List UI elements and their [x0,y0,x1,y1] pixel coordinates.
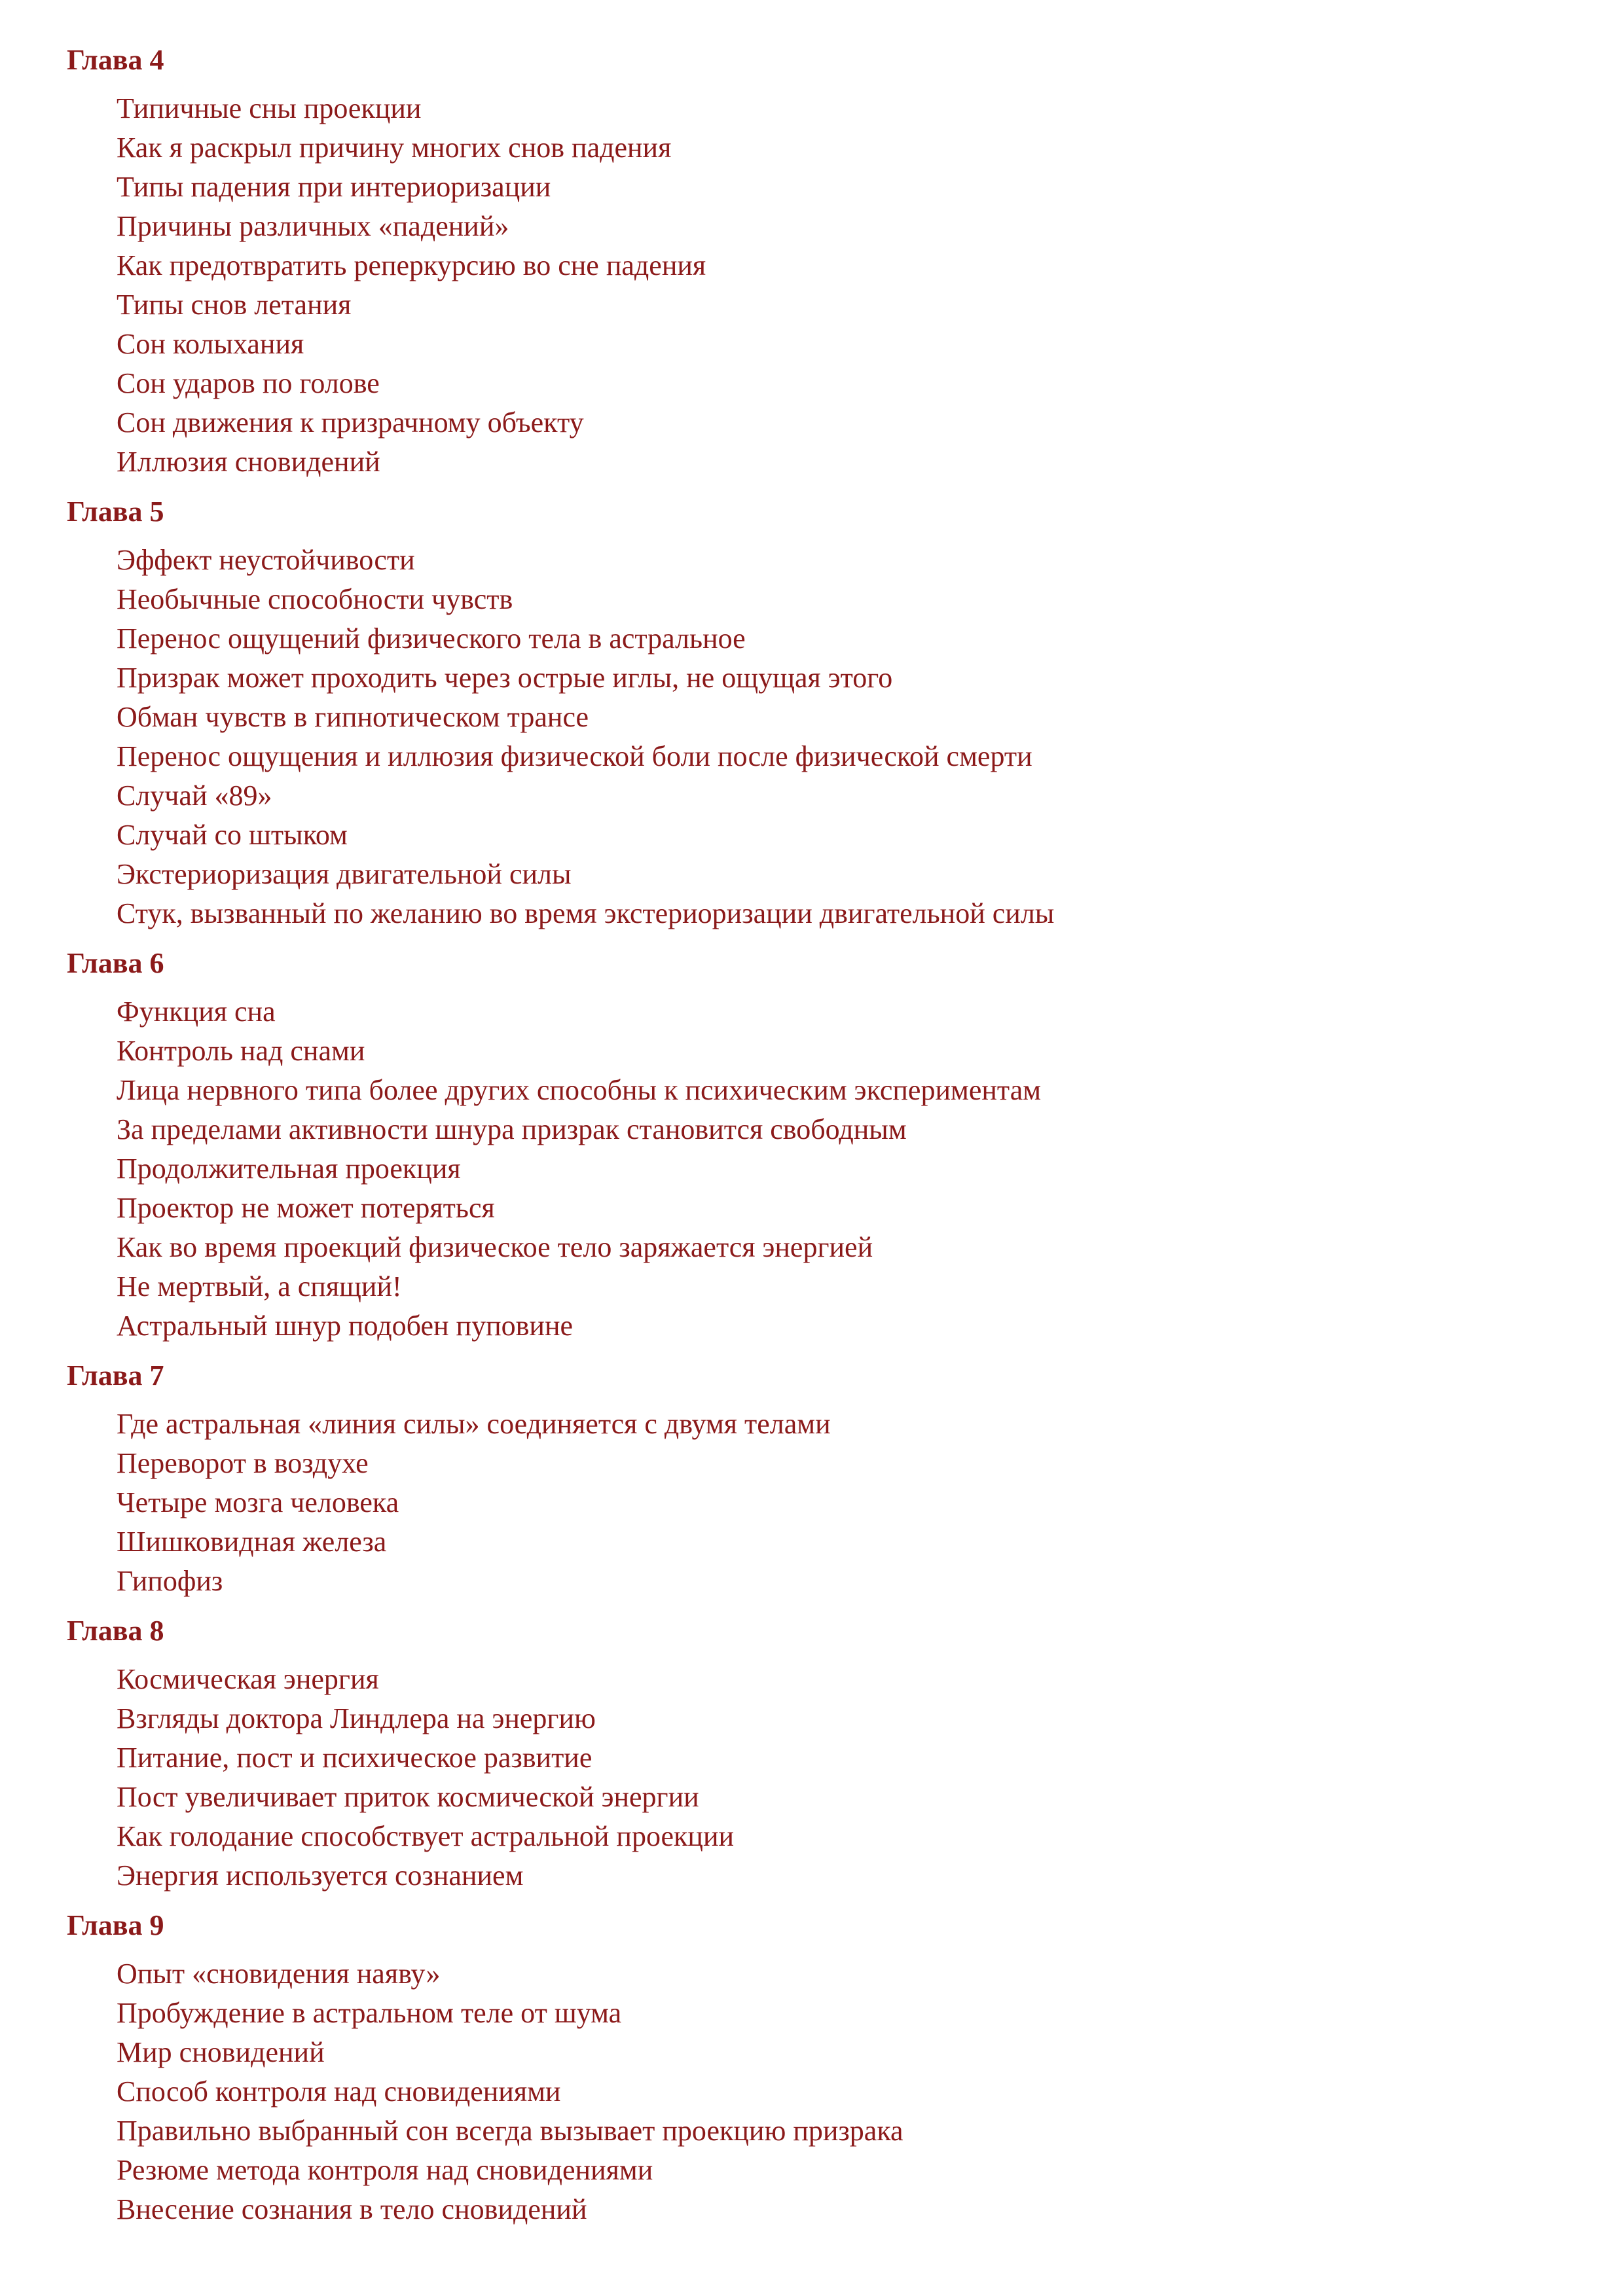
toc-entry: За пределами активности шнура призрак становится свободным [117,1113,907,1145]
toc-entry: Проектор не может потеряться [117,1192,495,1224]
chapter-section [67,492,1573,933]
toc-entry: Продолжительная проекция [117,1153,461,1185]
chapter-title: Глава 6 [67,947,164,979]
toc-entry: Контроль над снами [117,1035,365,1067]
toc-entry: Типичные сны проекции [117,92,422,124]
toc-entry: Внесение сознания в тело сновидений [117,2193,587,2225]
toc-entry: Как голодание способствует астральной проекции [117,1820,735,1852]
toc-entry: Лица нервного типа более других способны к психическим экспериментам [117,1074,1042,1106]
toc-entry: Пробуждение в астральном теле от шума [117,1997,622,2029]
toc-entry: Космическая энергия [117,1663,379,1695]
toc-entry: Переворот в воздухе [117,1447,369,1479]
toc-entry: Шишковидная железа [117,1526,387,1558]
toc-entry: Опыт «сновидения наяву» [117,1958,441,1990]
toc-entry: Питание, пост и психическое развитие [117,1742,593,1774]
toc-entry: Эффект неустойчивости [117,544,415,576]
toc-entry: Экстериоризация двигательной силы [117,858,572,890]
toc-entry: Стук, вызванный по желанию во время экстериоризации двигательной силы [117,897,1055,929]
chapter-section [67,1906,1573,2229]
toc-entry: Энергия используется сознанием [117,1859,524,1892]
toc-entry: Иллюзия сновидений [117,446,380,478]
chapter-title: Глава 4 [67,44,164,76]
toc-entry: Способ контроля над сновидениями [117,2075,561,2108]
chapter-section [67,1611,1573,1895]
toc-entry: Пост увеличивает приток космической энергии [117,1781,699,1813]
toc-entry: Четыре мозга человека [117,1486,399,1518]
toc-entry: Перенос ощущения и иллюзия физической боли после физической смерти [117,740,1032,772]
toc-entry: Типы снов летания [117,289,352,321]
chapter-title: Глава 7 [67,1359,164,1391]
toc-entry: Случай со штыком [117,819,348,851]
toc-entry: Не мертвый, а спящий! [117,1270,402,1302]
toc-entry: Гипофиз [117,1565,223,1597]
chapter-title: Глава 5 [67,495,164,528]
chapter-section [67,41,1573,482]
toc-entry: Мир сновидений [117,2036,325,2068]
chapter-section [67,1356,1573,1601]
toc-entry: Случай «89» [117,780,272,812]
table-of-contents [67,41,1573,2229]
toc-entry: Сон колыхания [117,328,304,360]
chapter-section [67,944,1573,1346]
toc-entry: Сон движения к призрачному объекту [117,406,584,439]
toc-entry: Как я раскрыл причину многих снов падения [117,132,672,164]
toc-entry: Типы падения при интериоризации [117,171,551,203]
toc-entry: Сон ударов по голове [117,367,380,399]
toc-entry: Правильно выбранный сон всегда вызывает проекцию призрака [117,2115,903,2147]
toc-entry: Перенос ощущений физического тела в астральное [117,622,746,655]
chapter-title: Глава 8 [67,1615,164,1647]
toc-entry: Как предотвратить реперкурсию во сне падения [117,249,706,281]
toc-entry: Взгляды доктора Линдлера на энергию [117,1702,596,1734]
toc-entry: Призрак может проходить через острые иглы, не ощущая этого [117,662,893,694]
toc-entry: Причины различных «падений» [117,210,509,242]
chapter-title: Глава 9 [67,1909,164,1941]
toc-entry: Как во время проекций физическое тело заряжается энергией [117,1231,873,1263]
toc-entry: Функция сна [117,996,276,1028]
toc-entry: Астральный шнур подобен пуповине [117,1310,574,1342]
toc-entry: Резюме метода контроля над сновидениями [117,2154,653,2186]
toc-entry: Необычные способности чувств [117,583,513,615]
toc-entry: Обман чувств в гипнотическом трансе [117,701,589,733]
toc-entry: Где астральная «линия силы» соединяется с двумя телами [117,1408,831,1440]
